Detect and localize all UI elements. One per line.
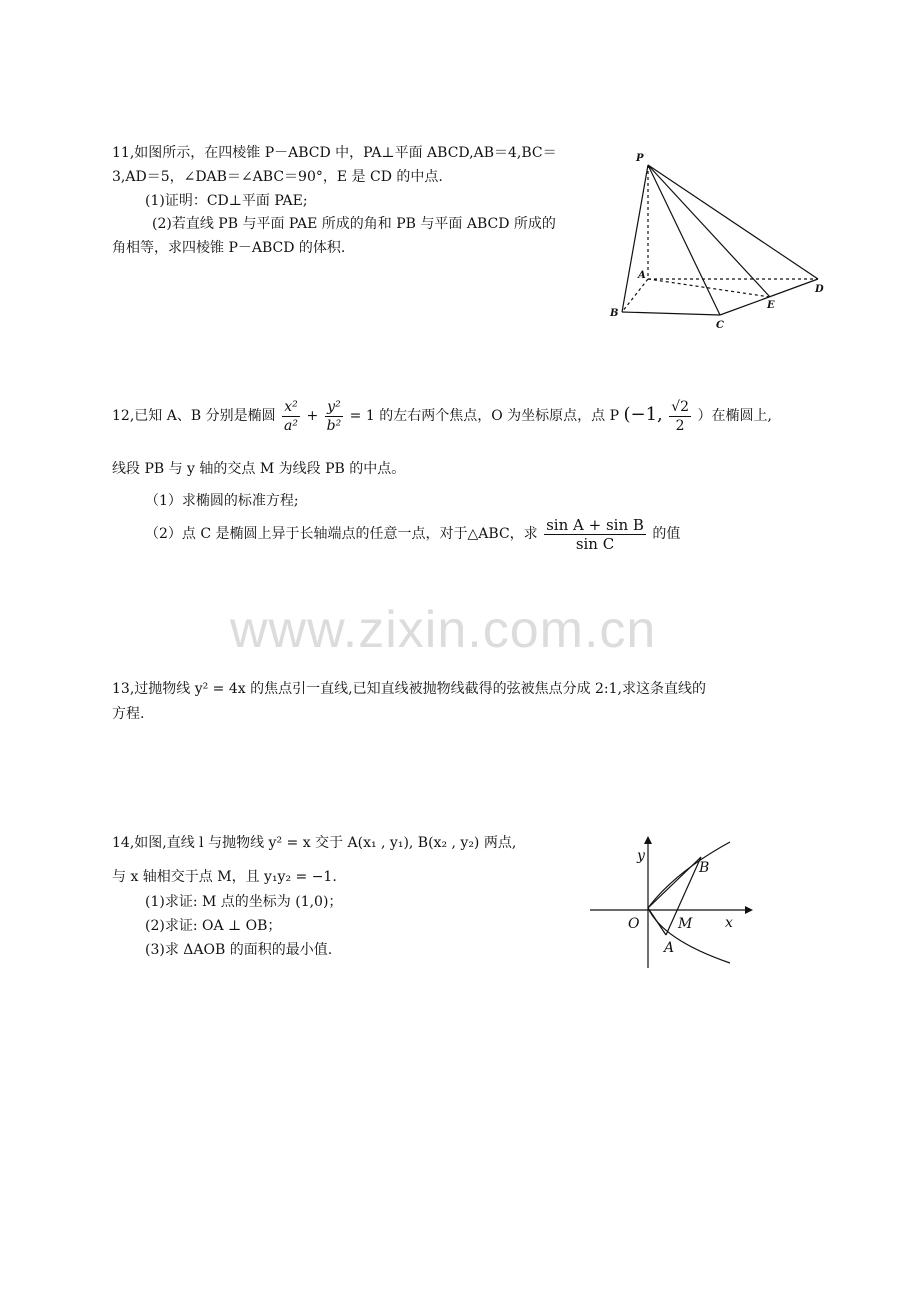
q14-line1: 14,如图,直线 l 与抛物线 y² = x 交于 A(x₁ , y₁), B(x₂ , y₂) 两点,: [112, 835, 517, 851]
q11-line5: 角相等，求四棱锥 P－ABCD 的体积.: [112, 240, 346, 256]
q12-frac-x: [282, 398, 300, 435]
q14-line3: (1)求证: M 点的坐标为 (1,0)；: [145, 894, 343, 910]
q12-point-pre: (−1,: [623, 404, 663, 425]
q12-frac-sin-num: sin A + sin B: [546, 515, 644, 534]
label-b: B: [699, 860, 710, 876]
label-a: A: [638, 270, 646, 281]
q12-frac-x-den: a²: [284, 417, 298, 434]
q11-line4: (2)若直线 PB 与平面 PAE 所成的角和 PB 与平面 ABCD 所成的: [152, 216, 556, 232]
q12-mid: 的左右两个焦点，O 为坐标原点，点 P: [379, 408, 620, 424]
q12-frac-sqrt-den: 2: [675, 417, 685, 434]
pyramid-figure: [600, 145, 840, 335]
q12-line2: 线段 PB 与 y 轴的交点 M 为线段 PB 的中点。: [112, 461, 406, 477]
q11-line3: (1)证明：CD⊥平面 PAE;: [145, 193, 308, 209]
axis-label-x: x: [725, 915, 733, 931]
q11-line1: 11,如图所示，在四棱锥 P－ABCD 中，PA⊥平面 ABCD,AB＝4,BC＝: [112, 145, 557, 161]
q12-frac-x-num: x²: [282, 398, 300, 417]
q12-line4-post: 的值: [652, 526, 681, 542]
q12-frac-sin: [544, 516, 646, 553]
label-d: D: [815, 284, 824, 295]
parabola-figure: [585, 830, 760, 975]
label-e: E: [767, 300, 775, 311]
q11-line2: 3,AD＝5，∠DAB＝∠ABC＝90°，E 是 CD 的中点.: [112, 169, 443, 185]
q14-line4: (2)求证: OA ⊥ OB；: [145, 918, 282, 934]
q12-plus: +: [306, 408, 319, 424]
label-a: A: [664, 940, 675, 956]
q13-line2: 方程.: [112, 706, 145, 722]
q12-frac-y: [325, 398, 344, 435]
q12-line4-pre: （2）点 C 是椭圆上异于长轴端点的任意一点，对于△ABC，求: [145, 526, 538, 542]
q12-line3: （1）求椭圆的标准方程;: [145, 493, 299, 509]
q12-prefix: 12,已知 A、B 分别是椭圆: [112, 408, 276, 424]
q12-frac-sin-den: sin C: [575, 534, 615, 553]
label-p: P: [636, 153, 644, 164]
q12-eq: = 1: [349, 408, 375, 424]
axis-label-y: y: [637, 848, 645, 864]
q13-line1: 13,过抛物线 y² = 4x 的焦点引一直线,已知直线被抛物线截得的弦被焦点分成 2:1,求这条直线的: [112, 681, 706, 697]
q12-frac-y-den: b²: [326, 417, 342, 434]
q12-frac-sqrt: [669, 398, 691, 435]
q14-line2: 与 x 轴相交于点 M，且 y₁y₂ = −1.: [112, 869, 337, 885]
label-b: B: [610, 308, 619, 319]
q12-suffix: ）在椭圆上,: [697, 408, 772, 424]
q12-frac-y-num: y²: [325, 398, 344, 417]
q14-line5: (3)求 ΔAOB 的面积的最小值.: [145, 942, 333, 958]
label-c: C: [716, 320, 724, 331]
q12-frac-sqrt-num: √2: [671, 398, 690, 415]
watermark: www.zixin.com.cn: [230, 601, 657, 659]
label-o: O: [628, 916, 640, 932]
label-m: M: [678, 916, 693, 932]
